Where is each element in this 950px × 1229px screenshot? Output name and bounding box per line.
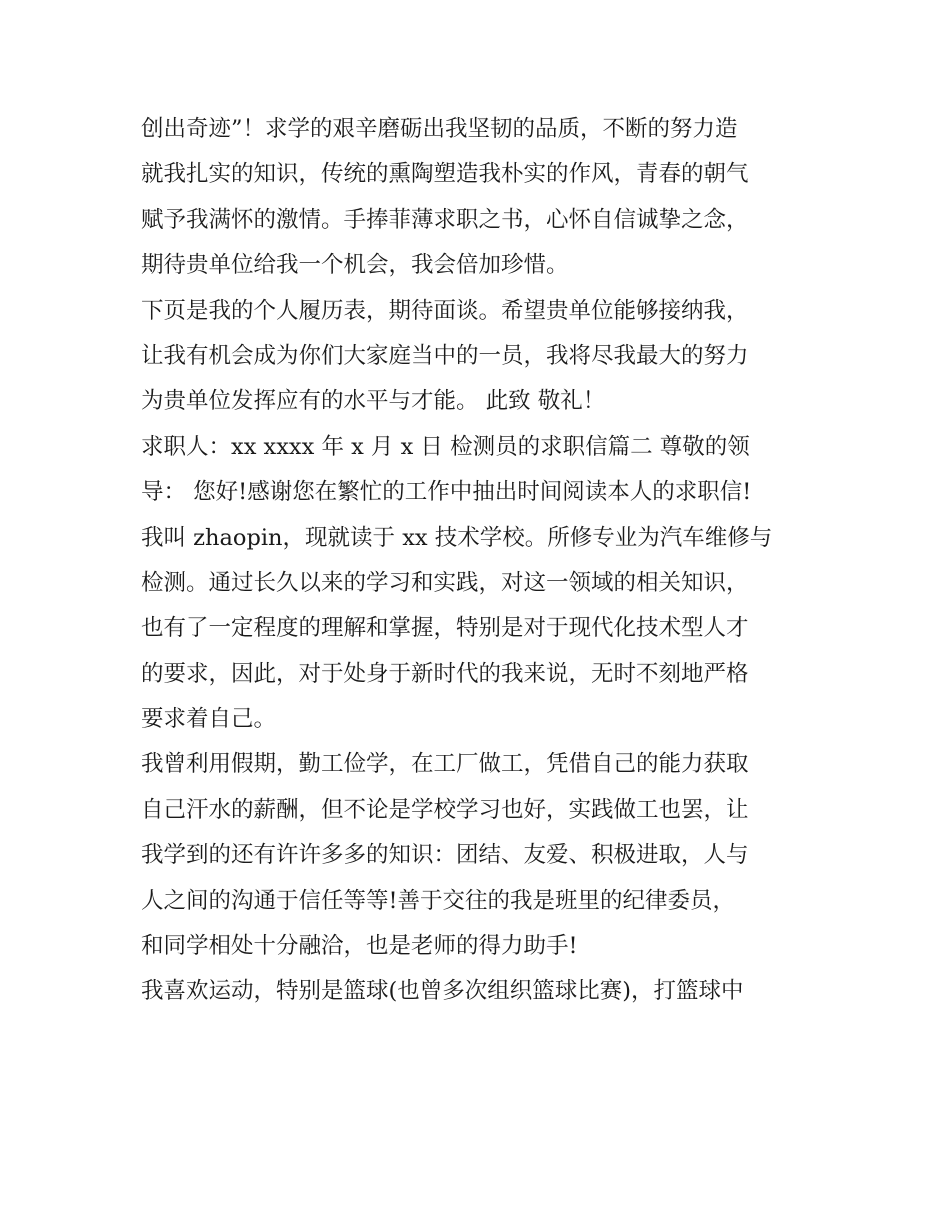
text-line: 创出奇迹”！求学的艰辛磨砺出我坚韧的品质，不断的努力造 — [141, 116, 738, 142]
text-line: 我喜欢运动，特别是篮球(也曾多次组织篮球比赛)，打篮球中 — [141, 978, 744, 1005]
text-line: 求职人：xx xxxx 年 x 月 x 日 检测员的求职信篇二 尊敬的领 — [141, 433, 750, 460]
text-line: 为贵单位发挥应有的水平与才能。 此致 敬礼！ — [141, 388, 606, 415]
document-body — [141, 107, 821, 1015]
text-line: 下页是我的个人履历表，期待面谈。希望贵单位能够接纳我， — [141, 297, 749, 324]
text-line: 也有了一定程度的理解和掌握，特别是对于现代化技术型人才 — [141, 615, 749, 642]
text-line: 检测。通过长久以来的学习和实践，对这一领域的相关知识， — [141, 569, 749, 596]
text-line: 期待贵单位给我一个机会，我会倍加珍惜。 — [141, 252, 569, 279]
text-line: 要求着自己。 — [141, 706, 277, 733]
text-line: 赋予我满怀的激情。手捧菲薄求职之书，心怀自信诚挚之念， — [141, 206, 749, 233]
text-line: 的要求，因此，对于处身于新时代的我来说，无时不刻地严格 — [141, 660, 749, 687]
text-line: 让我有机会成为你们大家庭当中的一员，我将尽我最大的努力 — [141, 342, 749, 369]
text-line: 就我扎实的知识，传统的熏陶塑造我朴实的作风，青春的朝气 — [141, 161, 749, 188]
text-line: 人之间的沟通于信任等等!善于交往的我是班里的纪律委员， — [141, 887, 736, 914]
text-line: 我叫 zhaopin，现就读于 xx 技术学校。所修专业为汽车维修与 — [141, 524, 773, 551]
text-line: 我曾利用假期，勤工俭学，在工厂做工，凭借自己的能力获取 — [141, 751, 749, 778]
text-line: 自己汗水的薪酬，但不论是学校学习也好，实践做工也罢，让 — [141, 796, 749, 823]
text-line: 导： 您好!感谢您在繁忙的工作中抽出时间阅读本人的求职信! — [141, 479, 752, 506]
text-line: 我学到的还有许许多多的知识：团结、友爱、积极进取，人与 — [141, 842, 749, 869]
text-line: 和同学相处十分融洽，也是老师的得力助手! — [141, 933, 578, 960]
